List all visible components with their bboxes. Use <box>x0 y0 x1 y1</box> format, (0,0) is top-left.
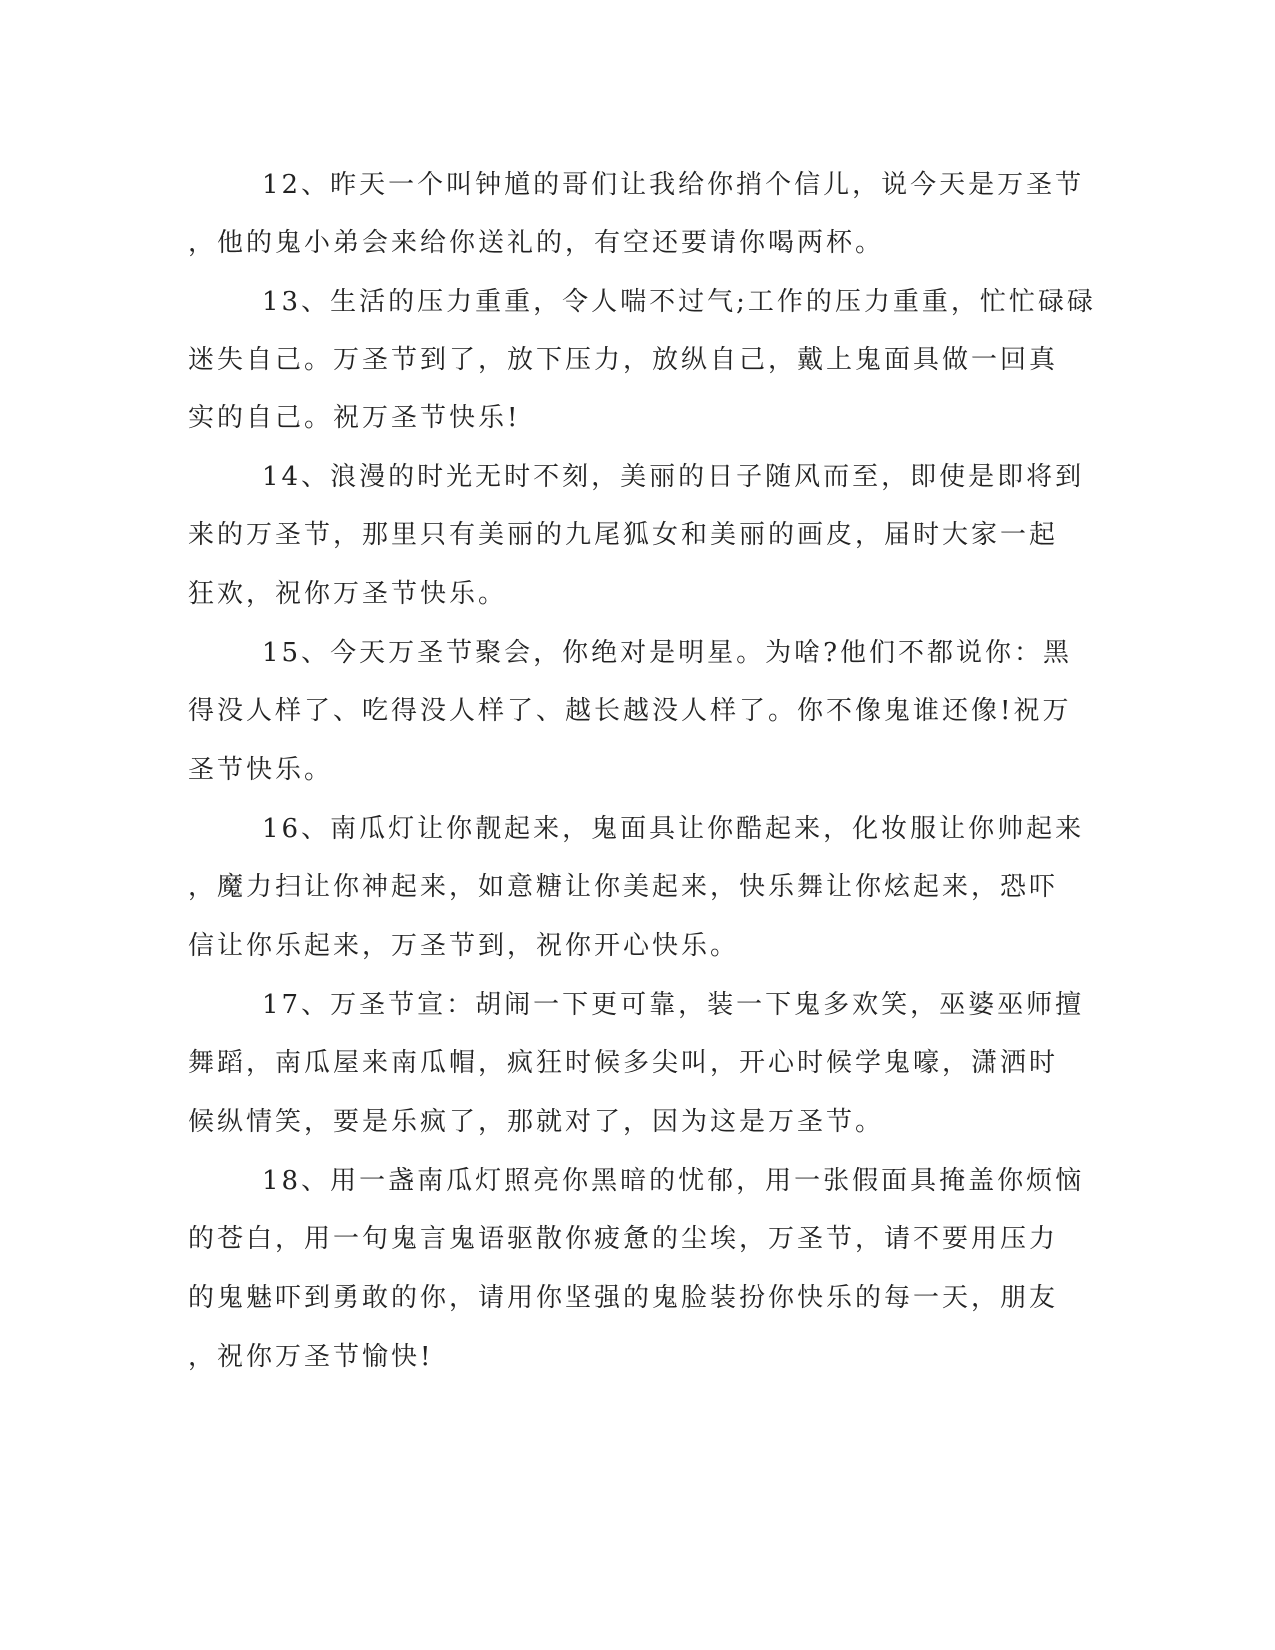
paragraph-18-line-2: 的苍白，用一句鬼言鬼语驱散你疲惫的尘埃，万圣节，请不要用压力 <box>188 1224 1059 1254</box>
paragraph-13-line-1: 13、生活的压力重重，令人喘不过气;工作的压力重重，忙忙碌碌 <box>262 287 1096 317</box>
paragraph-14-line-2: 来的万圣节，那里只有美丽的九尾狐女和美丽的画皮，届时大家一起 <box>188 520 1059 550</box>
paragraph-16-line-3: 信让你乐起来，万圣节到，祝你开心快乐。 <box>188 931 740 961</box>
paragraph-12-line-2: ，他的鬼小弟会来给你送礼的，有空还要请你喝两杯。 <box>188 228 885 258</box>
paragraph-13-line-3: 实的自己。祝万圣节快乐! <box>188 403 521 433</box>
paragraph-17-line-2: 舞蹈，南瓜屋来南瓜帽，疯狂时候多尖叫，开心时候学鬼嚎，潇洒时 <box>188 1048 1059 1078</box>
paragraph-17-line-3: 候纵情笑，要是乐疯了，那就对了，因为这是万圣节。 <box>188 1107 885 1137</box>
paragraph-18-line-1: 18、用一盏南瓜灯照亮你黑暗的忧郁，用一张假面具掩盖你烦恼 <box>262 1166 1085 1196</box>
paragraph-16-line-1: 16、南瓜灯让你靓起来，鬼面具让你酷起来，化妆服让你帅起来 <box>262 814 1085 844</box>
paragraph-15-line-3: 圣节快乐。 <box>188 755 334 785</box>
paragraph-12-line-1: 12、昨天一个叫钟馗的哥们让我给你捎个信儿，说今天是万圣节 <box>262 170 1085 200</box>
paragraph-13-line-2: 迷失自己。万圣节到了，放下压力，放纵自己，戴上鬼面具做一回真 <box>188 345 1059 375</box>
paragraph-14-line-3: 狂欢，祝你万圣节快乐。 <box>188 579 508 609</box>
paragraph-18-line-4: ，祝你万圣节愉快! <box>188 1342 434 1372</box>
paragraph-18-line-3: 的鬼魅吓到勇敢的你，请用你坚强的鬼脸装扮你快乐的每一天，朋友 <box>188 1283 1059 1313</box>
paragraph-17-line-1: 17、万圣节宣：胡闹一下更可靠，装一下鬼多欢笑，巫婆巫师擅 <box>262 990 1085 1020</box>
paragraph-14-line-1: 14、浪漫的时光无时不刻，美丽的日子随风而至，即使是即将到 <box>262 462 1085 492</box>
paragraph-15-line-2: 得没人样了、吃得没人样了、越长越没人样了。你不像鬼谁还像!祝万 <box>188 696 1072 726</box>
paragraph-15-line-1: 15、今天万圣节聚会，你绝对是明星。为啥?他们不都说你：黑 <box>262 638 1073 668</box>
paragraph-16-line-2: ，魔力扫让你神起来，如意糖让你美起来，快乐舞让你炫起来，恐吓 <box>188 872 1059 902</box>
